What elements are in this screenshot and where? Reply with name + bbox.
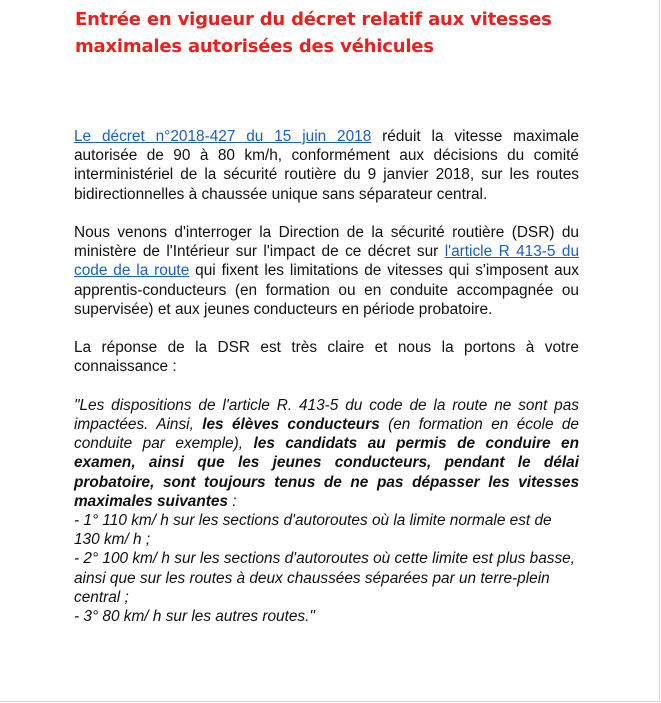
speed-limit-item-1: - 1° 110 km/ h sur les sections d'autoroutes où la limite normale est de 130 km/ h ; bbox=[74, 512, 552, 549]
article-body bbox=[74, 127, 579, 626]
paragraph-dsr-answer-intro: La réponse de la DSR est très claire et nous la portons à votre connaissance : bbox=[74, 339, 579, 376]
quote-text-1: "Les dispositions de l'article R. 413-5 du code de la route ne sont pas impactées. Ainsi, bbox=[74, 396, 579, 433]
page-title: Entrée en vigueur du décret relatif aux vitesses maximales autorisées des véhicules bbox=[75, 9, 552, 57]
speed-limit-item-3: - 3° 80 km/ h sur les autres routes." bbox=[74, 608, 315, 626]
quote-bold-2: les candidats au permis de conduire en examen, ainsi que les jeunes conducteurs, pendant le délai probatoire, sont toujours tenus de ne pas dépasser les vitesses maximales suivantes bbox=[74, 435, 579, 510]
paragraph-dsr-text-after: qui fixent les limitations de vitesses qui s'imposent aux apprentis-conducteurs (en formation ou en conduite accompagnée ou supervisée) et aux jeunes conducteurs en période probatoire. bbox=[74, 262, 579, 318]
quote-bold-1: les élèves conducteurs bbox=[202, 416, 380, 433]
decree-link[interactable]: Le décret n°2018-427 du 15 juin 2018 bbox=[74, 128, 372, 145]
quote-text-2: (en formation en école de conduite par exemple), bbox=[74, 416, 579, 453]
dsr-quote bbox=[74, 396, 579, 626]
paragraph-decree-text: réduit la vitesse maximale autorisée de 90 à 80 km/h, conformément aux décisions du comité interministériel de la sécurité routière du 9 janvier 2018, sur les routes bidirectionnelles à chaussée unique sans séparateur central. bbox=[74, 128, 579, 203]
article-r413-5-link[interactable]: l'article R 413-5 du code de la route bbox=[74, 243, 579, 280]
paragraph-dsr-text-before: Nous venons d'interroger la Direction de la sécurité routière (DSR) du ministère de l'Intérieur sur l'impact de ce décret sur bbox=[74, 224, 579, 261]
quote-text-3: : bbox=[228, 492, 237, 510]
paragraph-dsr-question bbox=[74, 223, 579, 319]
paragraph-decree bbox=[74, 127, 579, 204]
speed-limit-item-2: - 2° 100 km/ h sur les sections d'autoroutes où cette limite est plus basse, ainsi que sur les routes à deux chaussées séparées par un terre-plein central ; bbox=[74, 550, 575, 606]
